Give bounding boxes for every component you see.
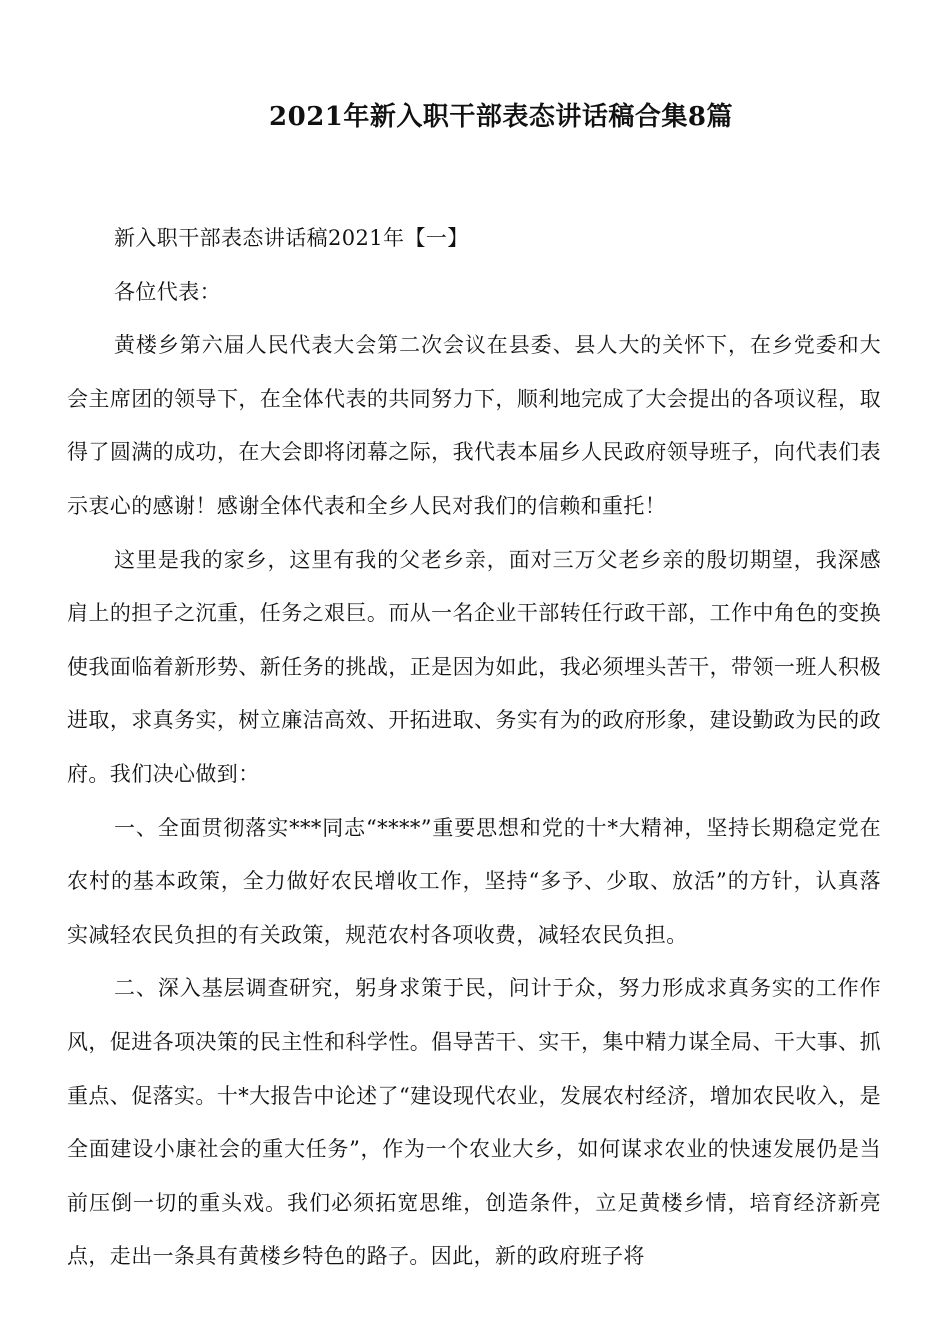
document-title: 2021年新入职干部表态讲话稿合集8篇: [269, 102, 733, 132]
salutation: 各位代表：: [114, 279, 221, 304]
body-paragraph: 黄楼乡第六届人民代表大会第二次会议在县委、县人大的关怀下，在乡党委和大会主席团的领导下，在全体代表的共同努力下，顺利地完成了大会提出的各项议程，取得了圆满的成功，在大会即将闭幕之际，我代表本届乡人民政府领导班子，向代表们表示衷心的感谢！感谢全体代表和全乡人民对我们的信赖和重托！: [67, 333, 881, 518]
body-paragraph: 二、深入基层调查研究，躬身求策于民，问计于众，努力形成求真务实的工作作风，促进各项决策的民主性和科学性。倡导苦干、实干，集中精力谋全局、干大事、抓重点、促落实。十*大报告中论述了“建设现代农业，发展农村经济，增加农民收入，是全面建设小康社会的重大任务”，作为一个农业大乡，如何谋求农业的快速发展仍是当前压倒一切的重头戏。我们必须拓宽思维，创造条件，立足黄楼乡情，培育经济新亮点，走出一条具有黄楼乡特色的路子。因此，新的政府班子将: [67, 976, 881, 1269]
body-paragraph: 这里是我的家乡，这里有我的父老乡亲，面对三万父老乡亲的殷切期望，我深感肩上的担子之沉重，任务之艰巨。而从一名企业干部转任行政干部，工作中角色的变换使我面临着新形势、新任务的挑战，正是因为如此，我必须埋头苦干，带领一班人积极进取，求真务实，树立廉洁高效、开拓进取、务实有为的政府形象，建设勤政为民的政府。我们决心做到：: [67, 547, 881, 786]
section-heading: 新入职干部表态讲话稿2021年【一】: [114, 226, 469, 250]
document-body: [67, 212, 881, 1284]
body-paragraph: 一、全面贯彻落实***同志“****”重要思想和党的十*大精神，坚持长期稳定党在农村的基本政策，全力做好农民增收工作，坚持“多予、少取、放活”的方针，认真落实减轻农民负担的有关政策，规范农村各项收费，减轻农民负担。: [67, 815, 881, 947]
